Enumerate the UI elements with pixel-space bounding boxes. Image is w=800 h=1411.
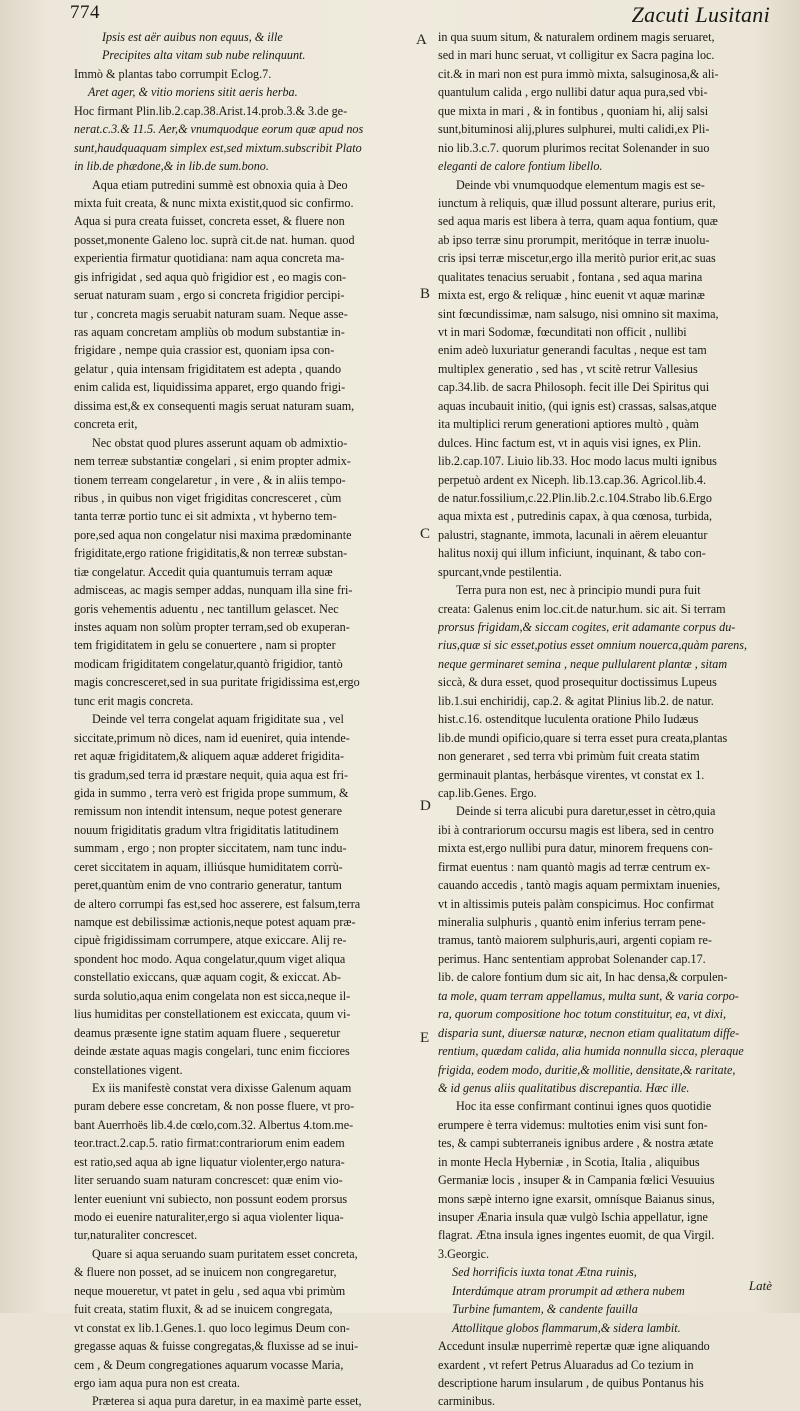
text-line: tem frigiditatem in gelu se conuertere , nam si propter	[74, 638, 336, 653]
text-line: Terra pura non est, nec à principio mundi pura fuit	[456, 583, 701, 598]
text-line: vt constat ex lib.1.Genes.1. quo loco legimus Deum con-	[74, 1320, 350, 1335]
text-line: de altero corrumpi fas est,sed hoc asserere, est falsum,terra	[74, 896, 361, 911]
text-line: nerat.c.3.& 11.5. Aer,& vnumquodque eorum quæ apud nos	[74, 122, 364, 137]
text-line: perpetuò ardent ex Niceph. lib.13.cap.36. Agricol.lib.4.	[438, 472, 707, 487]
margin-letter-e: E	[420, 1030, 430, 1046]
text-line: Ipsis est aër auibus non equus, & ille	[102, 30, 283, 44]
text-line: disparia sunt, diuersæ naturæ, necnon etiam qualitatum diffe-	[438, 1025, 740, 1040]
text-line: ab ipso terræ sinu prorumpit, meritóque in terræ inuolu-	[438, 232, 710, 247]
text-line: Nec obstat quod plures asserunt aquam ob admixtio-	[92, 435, 348, 450]
text-line: ergo iam aqua pura non est creata.	[74, 1375, 240, 1390]
text-line: enim calida est, liquidissima apparet, ergo quando frigi-	[74, 380, 346, 395]
text-line: teor.tract.2.cap.5. ratio firmat:contrariorum enim eadem	[74, 1136, 345, 1151]
text-line: mineralia sulphuris , quantò enim inferius terram pene-	[438, 915, 706, 929]
text-line: neque moueretur, vt patet in gelu , sed aqua vbi primùm	[74, 1283, 346, 1298]
text-line: posset,monente Galeno loc. suprà cit.de nat. human. quod	[74, 232, 355, 247]
text-line: descriptione harum insularum , de quibus Pontanus his	[438, 1375, 704, 1390]
text-line: constellatio exiccans, quæ aquam cogit, & exiccat. Ab-	[74, 970, 342, 985]
text-line: sunt,bituminosi alij,plures sulphurei, multi calidi,ex Pli-	[438, 122, 710, 137]
right-column	[438, 28, 774, 1411]
text-line: hist.c.16. ostenditque luculenta oratione Philo Iudæus	[438, 712, 699, 727]
text-line: de natur.fossilium,c.22.Plin.lib.2.c.104.Strabo lib.6.Ergo	[438, 490, 712, 505]
margin-letter-b: B	[420, 286, 431, 302]
text-line: est ratio,sed aqua ab igne liquatur violenter,ergo natura-	[74, 1154, 345, 1169]
text-line: peret,quantùm enim de vno contrario generatur, tantum	[74, 878, 342, 893]
text-line: tur,naturaliter concrescet.	[74, 1228, 198, 1243]
text-line: & fluere non posset, ad se inuicem non congregaretur,	[74, 1265, 337, 1280]
text-line: cris ipsi terræ miscetur,ergo illa meritò purior erit,ac suas	[438, 251, 716, 266]
text-line: non generaret , sed terra vbi primùm fuit creata statim	[438, 749, 700, 764]
text-line: spondent hoc modo. Aqua congelatur,quum viget aliqua	[74, 951, 346, 966]
text-line: cipuè frigidissimam corrumpere, atque exiccare. Alij re-	[74, 933, 347, 948]
text-line: modo ei euenire naturaliter,ergo si aqua violenter liqua-	[74, 1210, 344, 1224]
text-line: Immò & plantas tabo corrumpit Eclog.7.	[74, 66, 272, 81]
text-line: admisceas, ac magis semper addas, nunquam illa sine fri-	[74, 583, 353, 598]
text-line: gis infrigidat , sed aqua quò frigidior est , eo magis con-	[74, 269, 347, 284]
text-line: Deinde vbi vnumquodque elementum magis est se-	[456, 177, 705, 192]
text-line: tunc erit magis concreta.	[74, 693, 194, 708]
text-line: aquas incubauit initio, (qui ignis est) crassas, salsas,atque	[438, 398, 717, 413]
text-line: Attollitque globos flammarum,& sidera lambit.	[452, 1320, 681, 1335]
margin-letter-c: C	[420, 526, 431, 542]
text-line: lib.1.sui enchiridij, cap.2. & agitat Plinius lib.2. de natur.	[438, 693, 714, 708]
text-line: eleganti de calore fontium libello.	[438, 159, 603, 174]
text-line: que mixta in mari , & in fontibus , quoniam hi, alij salsi	[438, 103, 709, 118]
text-line: mixta est,ergo nullibi pura datur, minorem frequens con-	[438, 841, 713, 856]
text-line: gelatur , quia intensam frigiditatem est adepta , quando	[74, 361, 342, 376]
text-line: siccitate,primum nò dices, nam id eueniret, quia intende-	[74, 730, 350, 745]
text-line: firmat euentus : nam quantò magis ad terræ centrum ex-	[438, 859, 711, 874]
text-line: tur , concreta magis seruabit naturam suam. Neque asse-	[74, 306, 348, 321]
text-line: gida in summo , terra verò est frigida prope summum, &	[74, 785, 349, 800]
text-line: gregasse aquas & fuisse congregatas,& fluxisse ad se inui-	[74, 1339, 359, 1354]
margin-letter-d: D	[420, 798, 431, 814]
text-line: flagrat. Ætna insula ignes ingentes euomit, de qua Virgil.	[438, 1228, 715, 1243]
text-line: sint fœcundissimæ, nam salsugo, nisi omnino sit maxima,	[438, 306, 719, 321]
text-line: Hoc firmant Plin.lib.2.cap.38.Arist.14.prob.3.& 3.de ge-	[74, 103, 348, 118]
text-line: quantulum calida , ergo nullibi datur aqua pura,sed vbi-	[438, 85, 708, 100]
text-line: & id genus aliis qualitatibus discrepantia. Hæc ille.	[438, 1080, 690, 1095]
text-line: exardent , vt refert Petrus Aluaradus ad Co tezium in	[438, 1357, 694, 1372]
text-line: Aqua etiam putredini summè est obnoxia quia à Deo	[92, 177, 348, 192]
text-line: multiplex generatio , sed has , vt scitè retrur Vallesius	[438, 361, 698, 376]
running-head: Zacuti Lusitani	[631, 2, 770, 27]
text-line: frigidare , nempe quia crassior est, quoniam ipsa con-	[74, 343, 335, 358]
text-line: Sed horrificis iuxta tonat Ætna ruinis,	[452, 1265, 637, 1280]
text-line: carminibus.	[438, 1394, 495, 1409]
text-line: seruat naturam suam , ergo si concreta frigidior percipi-	[74, 288, 345, 303]
text-line: cem , & Deum congregationes aquarum vocasse Maria,	[74, 1357, 344, 1372]
text-line: dulces. Hinc factum est, vt in aquis visi ignes, ex Plin.	[438, 435, 702, 450]
text-line: qualitates tenacius seruabit , fontana , sed aqua marina	[438, 269, 703, 284]
text-line: Interdúmque atram prorumpit ad æthera nubem	[452, 1283, 685, 1298]
text-line: creata: Galenus enim loc.cit.de natur.hum. sic ait. Si terram	[438, 601, 726, 616]
text-line: instes aquam non solùm propter terram,sed ob exuperan-	[74, 620, 350, 634]
text-line: Aret ager, & vitio moriens sitit aeris herba.	[88, 85, 298, 100]
text-line: magis concresceret,sed in sua puritate frigidissima est,ergo	[74, 675, 360, 690]
text-line: Ex iis manifestè constat vera dixisse Galenum aquam	[92, 1080, 352, 1095]
text-line: insuper Ænaria insula quæ vulgò Ischia appellatur, igne	[438, 1210, 708, 1224]
text-line: tis gradum,sed terra id præstare nequit, quia aqua est fri-	[74, 767, 349, 782]
text-line: lib. de calore fontium dum sic ait, In hac densa,& corpulen-	[438, 970, 728, 985]
text-line: cap.lib.Genes. Ergo.	[438, 785, 537, 800]
text-line: goris vehementis aduentu , nec tantillum gelascet. Nec	[74, 601, 339, 616]
text-line: Deinde vel terra congelat aquam frigiditate sua , vel	[92, 712, 344, 727]
text-line: sunt,haudquaquam simplex est,sed mixtum.subscribit Plato	[74, 140, 362, 155]
text-line: experientia firmatur quotidiana: nam aqua concreta ma-	[74, 251, 345, 266]
text-line: namque est debilissimæ actionis,neque potest aquam præ-	[74, 915, 356, 929]
text-line: Deinde si terra alicubi pura daretur,esset in cètro,quia	[456, 804, 716, 819]
text-line: lib.2.cap.107. Liuio lib.33. Hoc modo lacus multi ignibus	[438, 454, 717, 469]
text-line: tionem terream congelaretur , in vere , & in aliis tempo-	[74, 472, 346, 487]
text-line: summam , ergo ; non propter siccitatem, nam tunc indu-	[74, 841, 347, 856]
text-line: rentium, quædam calida, alia humida nonnulla sicca, pleraque	[438, 1044, 744, 1059]
text-line: rius,quæ si sic esset,potius esset omnium nouerca,quàm parens,	[438, 638, 748, 653]
text-line: vt in mari Sodomæ, fœcunditati non officit , nullibi	[438, 325, 687, 339]
text-line: tanta terræ portio tunc ei sit admixta , vt hyberno tem-	[74, 509, 337, 524]
text-line: ibi à contrariorum occursu magis est libera, sed in centro	[438, 822, 714, 837]
text-line: ta mole, quam terram appellamus, multa sunt, & varia corpo-	[438, 988, 739, 1003]
text-line: spurcant,vnde pestilentia.	[438, 564, 562, 579]
text-line: aqua mixta est , putredinis capax, à qua cœnosa, turbida,	[438, 509, 713, 524]
text-line: liter seruando suam naturam concrescet: quæ enim vio-	[74, 1173, 343, 1188]
text-line: cauando accedis , tantò magis aquam permixtam inuenies,	[438, 878, 721, 893]
text-line: ceret siccitatem in aquam, illiúsque humiditatem corrù-	[74, 859, 343, 874]
text-line: nem terreæ substantiæ congelari , si enim propter admix-	[74, 454, 351, 469]
text-line: 3.Georgic.	[438, 1246, 490, 1261]
text-line: sed in mari hunc seruat, vt colligitur ex Sacra pagina loc.	[438, 48, 715, 63]
text-line: pore,sed aqua non congelatur nisi maxima prædominante	[74, 527, 352, 542]
text-line: lenter eueniunt vni subiecto, non possunt eodem prorsus	[74, 1191, 348, 1206]
text-line: ra, quorum compositione hoc totum constituitur, ea, vt dixi,	[438, 1007, 726, 1022]
text-line: Aqua si pura creata fuisset, concreta esset, & fluere non	[74, 214, 345, 229]
text-line: lib.de mundi opificio,quare si terra esset pura creata,plantas	[438, 730, 728, 745]
text-line: cit.& in mari non est pura immò mixta, salsuginosa,& ali-	[438, 66, 719, 81]
text-line: neque germinaret semina , neque pullularent plantæ , sitam	[438, 656, 728, 671]
page-number: 774	[70, 2, 100, 23]
text-line: Hoc ita esse confirmant continui ignes quos quotidie	[456, 1099, 712, 1114]
text-line: fuit creata, statim fluxit, & ad se inuicem congregata,	[74, 1302, 333, 1317]
text-line: sed aqua maris est libera à terra, quam aqua fontium, quæ	[438, 214, 718, 229]
margin-letter-a: A	[416, 32, 427, 48]
text-line: in qua suum situm, & naturalem ordinem magis seruaret,	[438, 30, 715, 44]
text-line: modicam frigiditatem congelatur,quantò frigidior, tantò	[74, 656, 343, 671]
text-line: mixta fuit creata, & nunc mixta existit,quod sic confirmo.	[74, 195, 354, 210]
text-line: halitus noxij qui illum inficiunt, inquinant, & tabo con-	[438, 546, 706, 561]
page-header	[70, 2, 770, 30]
text-line: puram debere esse concretam, & non posse fluere, vt pro-	[74, 1099, 355, 1114]
text-line: tes, & campi subterraneis ignibus ardere , & nostra ætate	[438, 1136, 714, 1151]
text-line: Præterea si aqua pura daretur, in ea maximè parte esset,	[92, 1394, 362, 1409]
text-line: dissima est,& ex consequenti magis seruat naturam suam,	[74, 398, 355, 413]
text-line: tramus, tantò maiorem sulphuris,auri, argenti copiam re-	[438, 933, 712, 948]
text-line: vt in altissimis puteis palàm conspicimus. Hoc confirmat	[438, 896, 714, 911]
text-line: mons sæpè interno igne exarsit, omnísque Baianus sinus,	[438, 1191, 715, 1206]
text-line: germinauit plantas, herbásque virentes, vt constat ex 1.	[438, 767, 705, 782]
text-line: enim adeò luxuriatur generandi facultas , neque est tam	[438, 343, 707, 358]
text-line: erumpere è terra videmus: multoties enim visi sunt fon-	[438, 1117, 708, 1132]
text-line: ret aquæ frigiditatem,& aliquem aquæ adderet frigidita-	[74, 749, 345, 764]
text-line: deinde æstate aquas magis congelari, tunc enim ficciores	[74, 1044, 350, 1059]
text-line: mixta est, ergo & reliquæ , hinc euenit vt aquæ marinæ	[438, 288, 705, 303]
text-line: surda solutio,aqua enim congelata non est sicca,neque il-	[74, 988, 351, 1003]
text-line: constellationes vigent.	[74, 1062, 183, 1077]
text-line: concreta erit,	[74, 417, 138, 432]
text-line: siccà, & dura esset, quod prosequitur doctissimus Lupeus	[438, 675, 717, 690]
text-line: deamus præsente igne statim aquam fluere , sequeretur	[74, 1025, 341, 1040]
text-line: in lib.de phædone,& in lib.de sum.bono.	[74, 159, 269, 174]
text-line: prorsus frigidam,& siccam cogites, erit adamante corpus du-	[438, 620, 736, 634]
text-line: tiæ congelatur. Accedit quia quantumuis terram aquæ	[74, 564, 333, 579]
text-line: cap.34.lib. de sacra Philosoph. fecit ille Dei Spiritus qui	[438, 380, 710, 395]
text-line: ras aquam concretam ampliùs ob modum substantiæ in-	[74, 325, 345, 339]
text-line: frigiditate,ergo ratione frigiditatis,& non terreæ substan-	[74, 546, 348, 561]
text-line: Turbine fumantem, & candente fauilla	[452, 1302, 638, 1317]
text-line: remissum non intendit intensum, neque potest generare	[74, 804, 343, 819]
catchword: Latè	[748, 1278, 772, 1293]
text-line: frigida, eodem modo, duritie,& mollitie, densitate,& raritate,	[438, 1062, 736, 1077]
text-line: ita multiplici rerum generationi aptiores multò , quàm	[438, 417, 699, 432]
text-line: Germaniæ locis , insuper & in Campania fœlici Vesuuius	[438, 1173, 715, 1188]
left-column	[74, 28, 406, 1411]
text-line: Quare si aqua seruando suam puritatem esset concreta,	[92, 1246, 358, 1261]
text-line: Accedunt insulæ nuperrimè repertæ quæ igne aliquando	[438, 1339, 710, 1354]
text-line: bant Auerrhoës lib.4.de cœlo,com.32. Albertus 4.tom.me-	[74, 1117, 354, 1132]
text-line: lius humiditas per constellationem est exiccata, quum vi-	[74, 1007, 351, 1022]
text-line: Precipites alta vitam sub nube relinquunt.	[102, 48, 306, 63]
text-line: ribus , in quibus non viget frigiditas concresceret , cùm	[74, 490, 342, 505]
text-line: perimus. Hanc sententiam approbat Solenander cap.17.	[438, 951, 706, 966]
text-line: nio lib.3.c.7. quorum plurimos recitat Solenander in suo	[438, 140, 710, 155]
text-line: nouum frigiditatis gradum vltra frigiditatis latitudinem	[74, 822, 339, 837]
text-line: palustri, stagnante, immota, lacunali in aërem eleuantur	[438, 527, 708, 542]
text-line: iunctum à reliquis, quæ illud possunt alterare, purius erit,	[438, 195, 716, 210]
text-line: in monte Hecla Hyberniæ , in Scotia, Italia , aliquibus	[438, 1154, 700, 1169]
